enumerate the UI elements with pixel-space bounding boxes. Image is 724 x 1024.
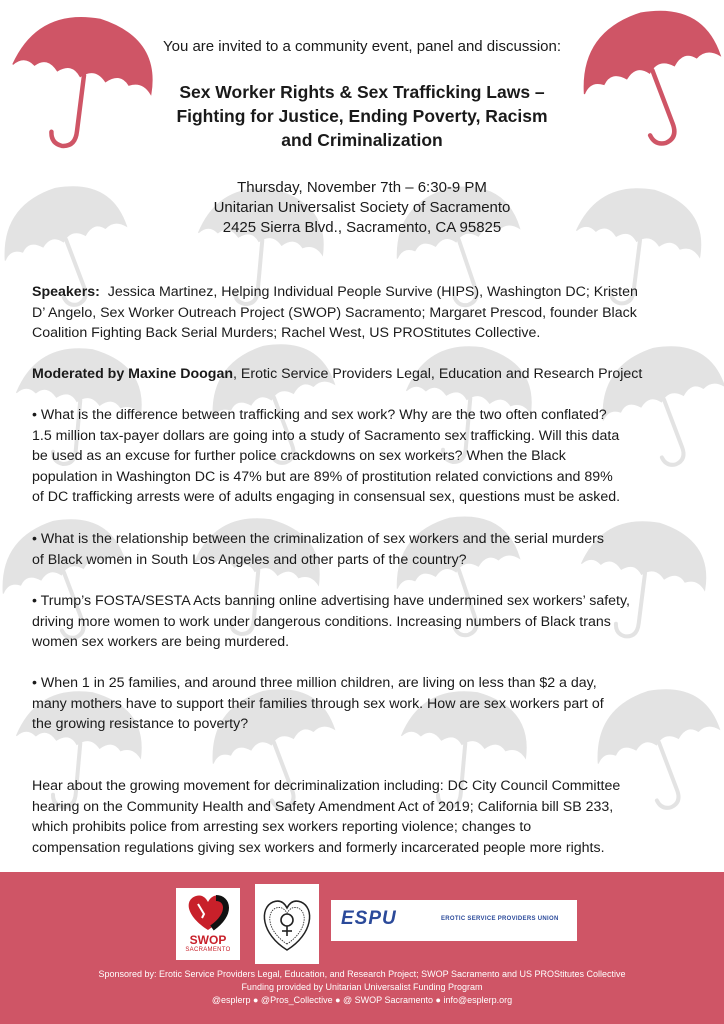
moderator-label: Moderated by Maxine Doogan	[32, 366, 234, 382]
title-line: Fighting for Justice, Ending Poverty, Racism	[176, 106, 548, 126]
bullet-paragraph	[32, 529, 694, 570]
speakers-text: Coalition Fighting Back Serial Murders; Rachel West, US PROStitutes Collective.	[32, 325, 541, 341]
bullet-paragraph	[32, 591, 694, 653]
sponsored-by: Sponsored by: Erotic Service Providers Legal, Education, and Research Project; SWOP Sacramento and US PROStitutes Collective	[98, 969, 626, 979]
swop-logo-subtext: SACRAMENTO	[185, 947, 231, 953]
bullet-line: of Black women in South Los Angeles and other parts of the country?	[32, 551, 467, 568]
funding-line: Funding provided by Unitarian Universalist Funding Program	[241, 982, 483, 992]
closing-line: Hear about the growing movement for decriminalization including: DC City Council Committee	[32, 778, 621, 794]
speakers-paragraph	[32, 282, 694, 344]
bullet-line: of DC trafficking arrests were of adults engaging in consensual sex, questions must be asked.	[32, 489, 621, 505]
us-prostitutes-collective-logo	[255, 884, 319, 964]
closing-line: hearing on the Community Health and Safety Amendment Act of 2019; California bill SB 233,	[32, 798, 614, 815]
bullet-line: population in Washington DC is 47% but are 89% of prostitution related convictions and 89%	[32, 468, 613, 485]
title-line: Sex Worker Rights & Sex Trafficking Laws –	[179, 82, 545, 102]
swop-logo-text: SWOP	[189, 933, 227, 947]
bullet-paragraph	[32, 673, 694, 735]
bullet-line: 1.5 million tax-payer dollars are going into a study of Sacramento sex trafficking. Will this data	[32, 427, 620, 444]
espu-logo-name: EROTIC SERVICE PROVIDERS UNION	[441, 916, 559, 922]
bullet-paragraph	[32, 405, 694, 508]
bullet-line: women sex workers are being murdered.	[32, 634, 290, 650]
sponsor-text	[0, 968, 724, 1007]
bullet-line: the growing resistance to poverty?	[32, 716, 249, 732]
event-title	[0, 80, 724, 152]
closing-paragraph	[32, 776, 694, 858]
closing-line: which prohibits police from arresting sex workers reporting violence; changes to	[32, 819, 532, 835]
bullet-line: • What is the difference between trafficking and sex work? Why are the two often conflated?	[32, 407, 607, 423]
title-line: and Criminalization	[281, 130, 443, 150]
event-datetime: Thursday, November 7th – 6:30-9 PM	[237, 179, 487, 196]
bullet-line: • Trump’s FOSTA/SESTA Acts banning online advertising have undermined sex workers’ safety,	[32, 593, 630, 609]
moderator-paragraph	[32, 364, 694, 385]
moderator-text: , Erotic Service Providers Legal, Education and Research Project	[233, 366, 643, 382]
espu-logo	[331, 900, 577, 941]
bullet-line: • What is the relationship between the criminalization of sex workers and the serial murders	[32, 531, 604, 547]
swop-logo	[176, 888, 240, 960]
closing-line: compensation regulations giving sex workers and formerly incarcerated people more rights.	[32, 839, 605, 856]
espu-logo-mark: ESPU	[341, 908, 397, 929]
bullet-line: driving more women to work under dangerous conditions. Increasing numbers of Black trans	[32, 613, 611, 630]
bullet-line: • When 1 in 25 families, and around three million children, are living on less than $2 a day,	[32, 675, 597, 691]
speakers-text: D’ Angelo, Sex Worker Outreach Project (SWOP) Sacramento; Margaret Prescod, founder Black	[32, 304, 637, 321]
bullet-line: be used as an excuse for further police crackdowns on sex workers? When the Black	[32, 448, 566, 464]
contact-handles: @esplerp ● @Pros_Collective ● @ SWOP Sacramento ● info@esplerp.org	[211, 995, 513, 1005]
bullet-line: many mothers have to support their families through sex work. How are sex workers part of	[32, 695, 604, 712]
speakers-text: Jessica Martinez, Helping Individual People Survive (HIPS), Washington DC; Kristen	[107, 284, 638, 300]
event-details	[0, 178, 724, 238]
prostitutes-collective-heart-icon	[255, 884, 319, 964]
speakers-label: Speakers:	[32, 284, 100, 300]
sponsor-footer	[0, 872, 724, 1024]
event-venue: Unitarian Universalist Society of Sacramento	[213, 199, 511, 216]
event-address: 2425 Sierra Blvd., Sacramento, CA 95825	[222, 219, 502, 236]
invite-line: You are invited to a community event, panel and discussion:	[162, 38, 562, 55]
swop-heart-icon	[176, 888, 240, 934]
